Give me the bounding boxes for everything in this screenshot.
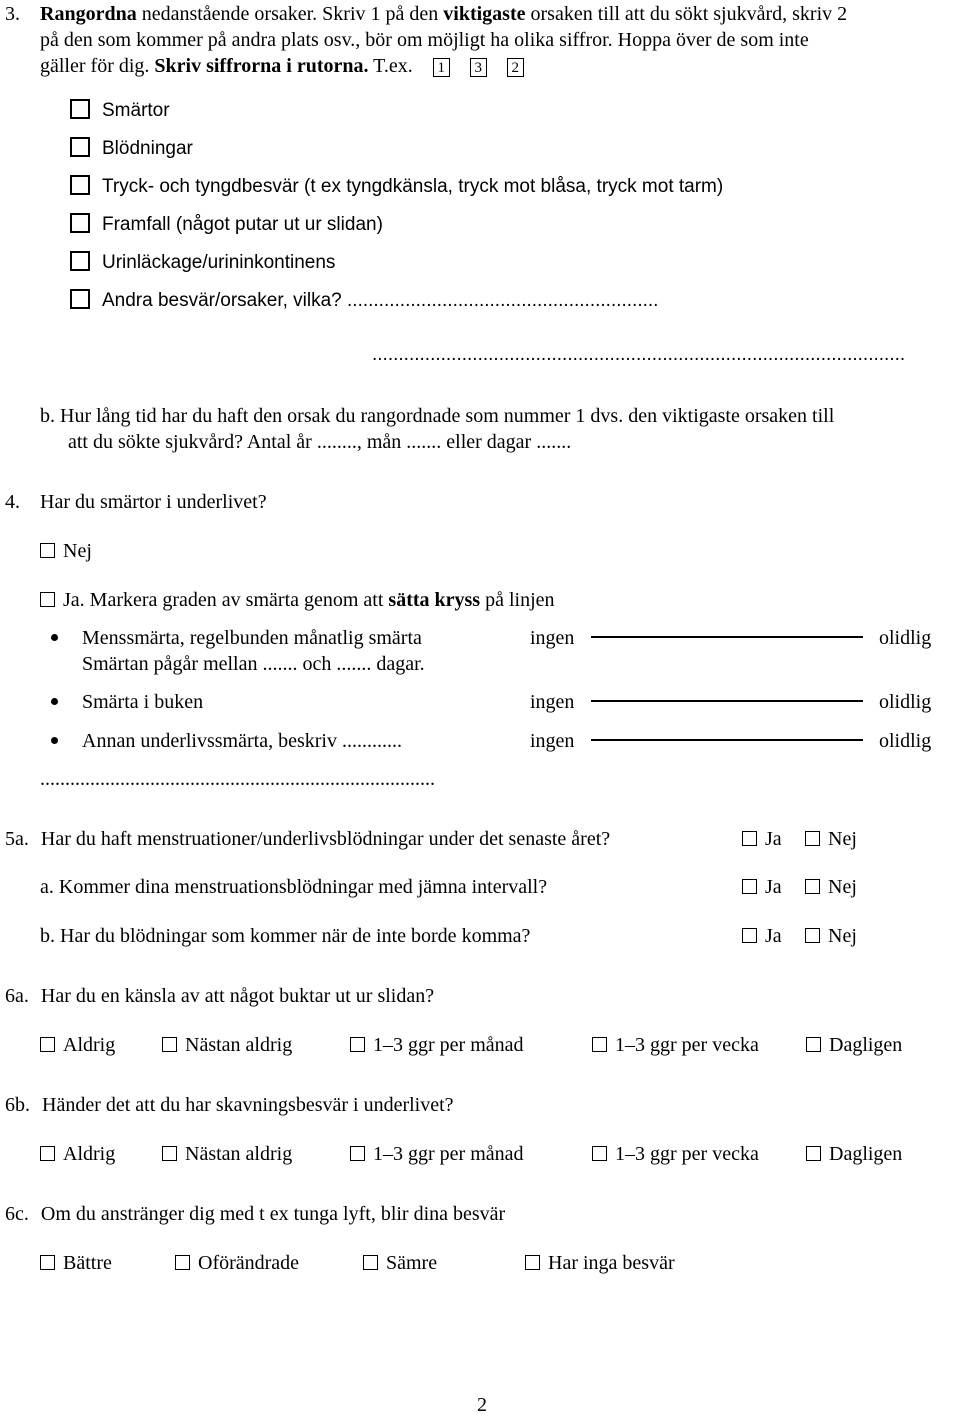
checkbox[interactable] bbox=[40, 1037, 55, 1052]
q6a-option-aldrig[interactable]: Aldrig bbox=[40, 1033, 115, 1057]
q3-line3-bold: Skriv siffrorna i rutorna. bbox=[154, 55, 369, 77]
q5a-yes[interactable]: Ja bbox=[742, 827, 782, 851]
checkbox[interactable] bbox=[805, 831, 820, 846]
checkbox[interactable] bbox=[350, 1146, 365, 1161]
q3-option-1[interactable]: Smärtor bbox=[70, 99, 170, 123]
q3-line3-ex: T.ex. bbox=[368, 55, 413, 77]
q4-option-yes[interactable]: Ja. Markera graden av smärta genom att sätta kryss på linjen bbox=[40, 588, 555, 612]
q6a-option-per-manad[interactable]: 1–3 ggr per månad bbox=[350, 1033, 524, 1057]
q4-period-text[interactable]: Smärtan pågår mellan ....... och ....... dagar. bbox=[82, 653, 425, 675]
checkbox[interactable] bbox=[805, 928, 820, 943]
q3-option-3[interactable]: Tryck- och tyngdbesvär (t ex tyngdkänsla, tryck mot blåsa, tryck mot tarm) bbox=[70, 175, 723, 199]
bullet-icon bbox=[51, 634, 58, 641]
checkbox[interactable] bbox=[70, 99, 90, 119]
q4-question: 4. Har du smärtor i underlivet? bbox=[5, 491, 267, 513]
checkbox[interactable] bbox=[70, 289, 90, 309]
q6a-number: 6a. bbox=[5, 985, 29, 1007]
scale-max-label: olidlig bbox=[879, 691, 932, 713]
checkbox[interactable] bbox=[350, 1037, 365, 1052]
checkbox[interactable] bbox=[806, 1146, 821, 1161]
q5-b-no[interactable]: Nej bbox=[805, 924, 857, 948]
checkbox[interactable] bbox=[742, 879, 757, 894]
q3-title: Rangordna bbox=[40, 3, 137, 25]
q5a-no[interactable]: Nej bbox=[805, 827, 857, 851]
example-box-3: 2 bbox=[507, 58, 524, 77]
q6b-option-nastan-aldrig[interactable]: Nästan aldrig bbox=[162, 1142, 292, 1166]
pain-scale-line[interactable] bbox=[591, 636, 863, 638]
checkbox[interactable] bbox=[162, 1146, 177, 1161]
checkbox[interactable] bbox=[70, 175, 90, 195]
q3-option-4[interactable]: Framfall (något putar ut ur slidan) bbox=[70, 213, 383, 237]
scale-max-label: olidlig bbox=[879, 627, 932, 649]
q6a-option-dagligen[interactable]: Dagligen bbox=[806, 1033, 902, 1057]
checkbox[interactable] bbox=[363, 1255, 378, 1270]
q6a-question: 6a. Har du en känsla av att något buktar ut ur slidan? bbox=[5, 985, 435, 1007]
scale-min-label: ingen bbox=[530, 627, 575, 649]
bullet-icon bbox=[51, 737, 58, 744]
q3-other-line[interactable]: ..................................................................................................... bbox=[372, 344, 906, 365]
q3-number: 3. bbox=[5, 3, 20, 25]
q6a-option-nastan-aldrig[interactable]: Nästan aldrig bbox=[162, 1033, 292, 1057]
checkbox[interactable] bbox=[162, 1037, 177, 1052]
scale-min-label: ingen bbox=[530, 691, 575, 713]
q5-a-no[interactable]: Nej bbox=[805, 875, 857, 899]
checkbox[interactable] bbox=[70, 137, 90, 157]
q3-intro-bold: viktigaste bbox=[443, 3, 526, 25]
q6b-question: 6b. Händer det att du har skavningsbesvär i underlivet? bbox=[5, 1094, 454, 1116]
checkbox[interactable] bbox=[40, 1255, 55, 1270]
example-box-1: 1 bbox=[433, 58, 450, 77]
checkbox[interactable] bbox=[70, 251, 90, 271]
q4-item-2: Smärta i buken bbox=[82, 691, 204, 713]
q4-describe-line[interactable]: ............................................................................... bbox=[40, 768, 435, 790]
q6b-option-aldrig[interactable]: Aldrig bbox=[40, 1142, 115, 1166]
checkbox[interactable] bbox=[40, 543, 55, 558]
q6c-option-inga-besvar[interactable]: Har inga besvär bbox=[525, 1251, 675, 1275]
checkbox[interactable] bbox=[175, 1255, 190, 1270]
q3-line-3 bbox=[40, 54, 524, 78]
q3-line-1 bbox=[5, 2, 847, 26]
checkbox[interactable] bbox=[40, 592, 55, 607]
checkbox[interactable] bbox=[742, 928, 757, 943]
scale-max-label: olidlig bbox=[879, 730, 932, 752]
q6c-question: 6c. Om du anstränger dig med t ex tunga lyft, blir dina besvär bbox=[5, 1203, 506, 1225]
q5-a-yes[interactable]: Ja bbox=[742, 875, 782, 899]
q3-intro-1: nedanstående orsaker. Skriv 1 på den bbox=[136, 3, 444, 25]
q3-line-2: på den som kommer på andra plats osv., bör om möjligt ha olika siffror. Hoppa över de som inte bbox=[40, 29, 809, 51]
checkbox[interactable] bbox=[806, 1037, 821, 1052]
pain-scale-line[interactable] bbox=[591, 700, 863, 702]
pain-scale-line[interactable] bbox=[591, 739, 863, 741]
page-number: 2 bbox=[477, 1394, 487, 1416]
example-box-2: 3 bbox=[470, 58, 487, 77]
checkbox[interactable] bbox=[592, 1037, 607, 1052]
q6b-option-per-manad[interactable]: 1–3 ggr per månad bbox=[350, 1142, 524, 1166]
checkbox[interactable] bbox=[40, 1146, 55, 1161]
q5a-question: 5a. Har du haft menstruationer/underlivsblödningar under det senaste året? bbox=[5, 828, 611, 850]
q4-option-no[interactable]: Nej bbox=[40, 539, 92, 563]
q3-option-6[interactable]: Andra besvär/orsaker, vilka? ........................................................... bbox=[70, 289, 658, 313]
q5a-number: 5a. bbox=[5, 828, 29, 850]
q6a-option-per-vecka[interactable]: 1–3 ggr per vecka bbox=[592, 1033, 759, 1057]
q5-b-question: b. Har du blödningar som kommer när de inte borde komma? bbox=[40, 925, 531, 947]
checkbox[interactable] bbox=[70, 213, 90, 233]
q3-option-2[interactable]: Blödningar bbox=[70, 137, 193, 161]
q6c-option-samre[interactable]: Sämre bbox=[363, 1251, 437, 1275]
bullet-icon bbox=[51, 698, 58, 705]
q4-item-1: Menssmärta, regelbunden månatlig smärta bbox=[82, 627, 422, 649]
q3b-line-2[interactable]: att du sökte sjukvård? Antal år ........, mån ....... eller dagar ....... bbox=[68, 431, 572, 453]
checkbox[interactable] bbox=[592, 1146, 607, 1161]
q3b-label: b. bbox=[40, 405, 55, 427]
q6c-number: 6c. bbox=[5, 1203, 29, 1225]
q3-intro-2: orsaken till att du sökt sjukvård, skriv 2 bbox=[525, 3, 848, 25]
q6c-option-battre[interactable]: Bättre bbox=[40, 1251, 112, 1275]
checkbox[interactable] bbox=[525, 1255, 540, 1270]
q6c-option-oforandrade[interactable]: Oförändrade bbox=[175, 1251, 299, 1275]
scale-min-label: ingen bbox=[530, 730, 575, 752]
checkbox[interactable] bbox=[742, 831, 757, 846]
q6b-number: 6b. bbox=[5, 1094, 30, 1116]
checkbox[interactable] bbox=[805, 879, 820, 894]
q3b-line-1: b. Hur lång tid har du haft den orsak du rangordnade som nummer 1 dvs. den viktigaste orsaken till bbox=[40, 405, 835, 427]
q4-item-3[interactable]: Annan underlivssmärta, beskriv ............ bbox=[82, 730, 402, 752]
q3-line3-plain: gäller för dig. bbox=[40, 55, 155, 77]
q5-b-yes[interactable]: Ja bbox=[742, 924, 782, 948]
q4-number: 4. bbox=[5, 491, 20, 513]
q5-a-question: a. Kommer dina menstruationsblödningar med jämna intervall? bbox=[40, 876, 548, 898]
q3-option-5[interactable]: Urinläckage/urininkontinens bbox=[70, 251, 335, 275]
q6b-option-per-vecka[interactable]: 1–3 ggr per vecka bbox=[592, 1142, 759, 1166]
q6b-option-dagligen[interactable]: Dagligen bbox=[806, 1142, 902, 1166]
